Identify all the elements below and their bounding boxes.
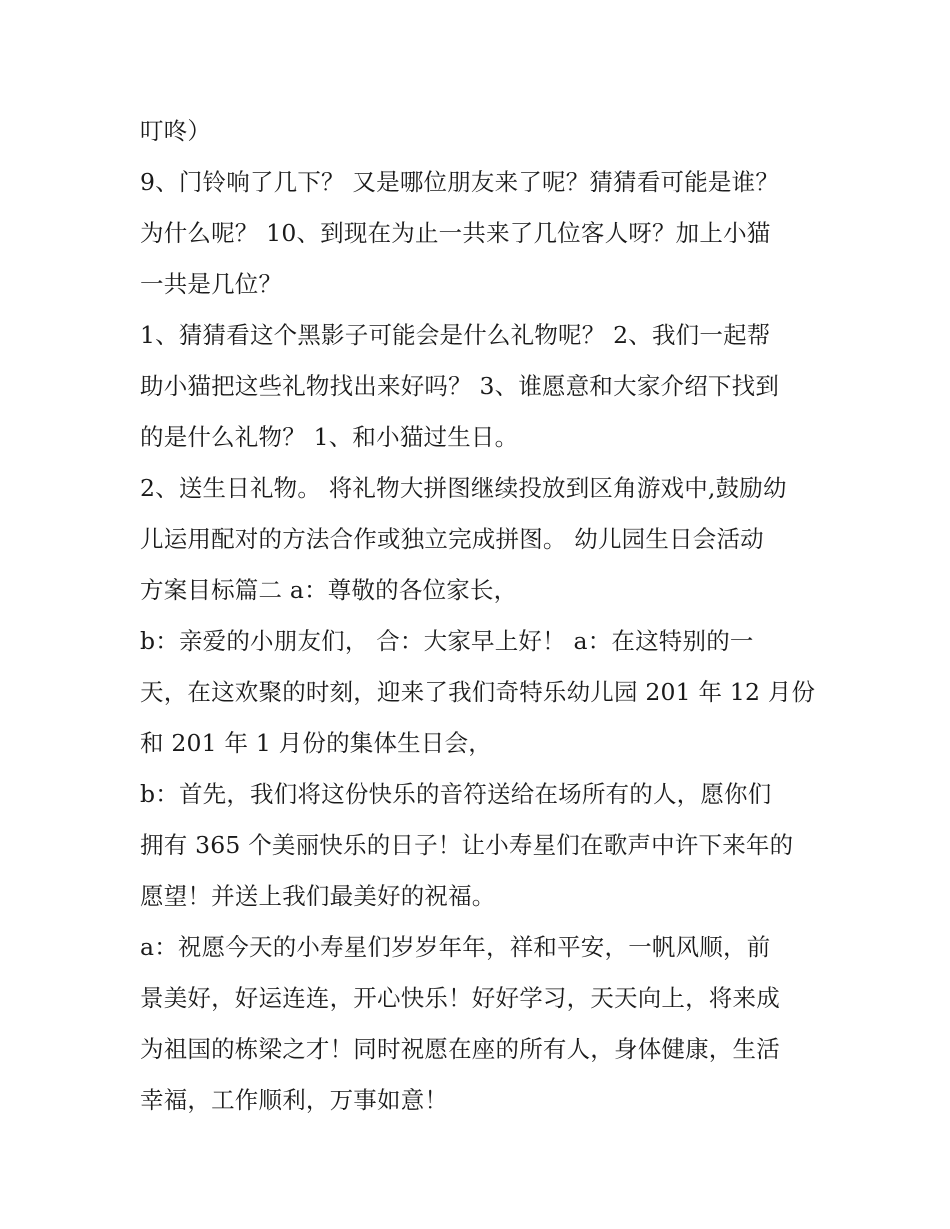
text-line-6: 助小猫把这些礼物找出来好吗？ 3、谁愿意和大家介绍下找到 bbox=[140, 372, 780, 400]
text-line-16: 愿望！并送上我们最美好的祝福。 bbox=[140, 882, 496, 910]
text-line-10: 方案目标篇二 a：尊敬的各位家长， bbox=[140, 576, 518, 604]
text-line-20: 幸福，工作顺利，万事如意！ bbox=[140, 1086, 449, 1114]
text-line-11: b：亲爱的小朋友们， 合：大家早上好！ a：在这特别的一 bbox=[140, 627, 754, 655]
text-line-5: 1、猜猜看这个黑影子可能会是什么礼物呢？ 2、我们一起帮 bbox=[140, 321, 771, 349]
text-line-13: 和 201 年 1 月份的集体生日会， bbox=[140, 729, 492, 757]
text-line-14: b：首先，我们将这份快乐的音符送给在场所有的人，愿你们 bbox=[140, 780, 772, 808]
text-line-19: 为祖国的栋梁之才！同时祝愿在座的所有人，身体健康，生活 bbox=[140, 1035, 780, 1063]
text-line-15: 拥有 365 个美丽快乐的日子！让小寿星们在歌声中许下来年的 bbox=[140, 831, 794, 859]
text-line-17: a：祝愿今天的小寿星们岁岁年年，祥和平安，一帆风顺，前 bbox=[140, 933, 771, 961]
text-line-7: 的是什么礼物？ 1、和小猫过生日。 bbox=[140, 423, 519, 451]
text-line-8: 2、送生日礼物。 将礼物大拼图继续投放到区角游戏中,鼓励幼 bbox=[140, 474, 787, 502]
document-body bbox=[140, 106, 830, 1126]
text-line-9: 儿运用配对的方法合作或独立完成拼图。 幼儿园生日会活动 bbox=[140, 525, 764, 553]
text-line-3: 为什么呢？ 10、到现在为止一共来了几位客人呀？加上小猫 bbox=[140, 219, 771, 247]
text-line-1: 叮咚） bbox=[140, 117, 212, 145]
text-line-2: 9、门铃响了几下？ 又是哪位朋友来了呢？猜猜看可能是谁？ bbox=[140, 168, 780, 196]
text-line-18: 景美好，好运连连，开心快乐！好好学习，天天向上，将来成 bbox=[140, 984, 780, 1012]
text-line-4: 一共是几位？ bbox=[140, 270, 283, 298]
text-line-12: 天，在这欢聚的时刻，迎来了我们奇特乐幼儿园 201 年 12 月份 bbox=[140, 678, 816, 706]
